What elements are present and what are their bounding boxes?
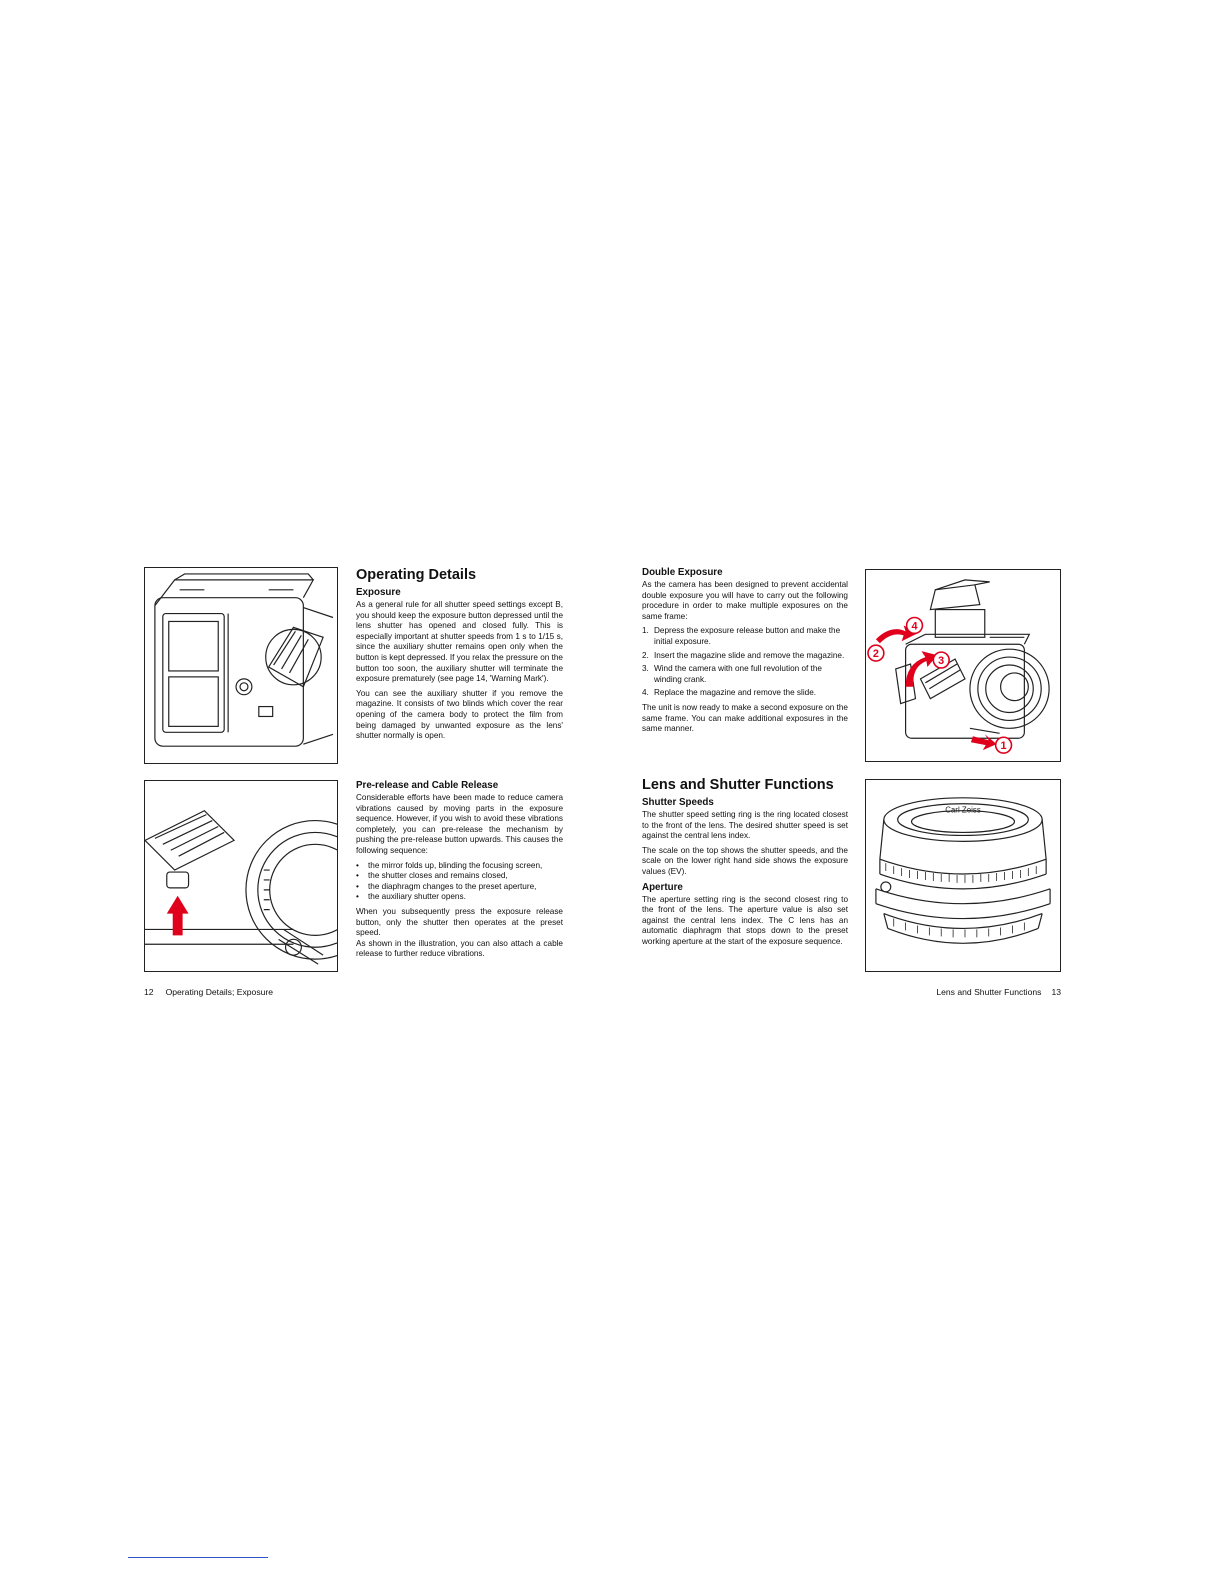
bullet-icon: • — [356, 860, 359, 870]
callout-4-label: 4 — [911, 620, 918, 633]
prerelease-paragraph-2: When you subsequently press the exposure release button, only the shutter then operates at the preset speed. — [356, 906, 563, 938]
figure-double-exposure-camera — [865, 569, 1061, 762]
figure-lens-rings — [865, 779, 1061, 972]
lens-shutter-section — [642, 777, 848, 952]
list-item: • the mirror folds up, blinding the focusing screen, — [356, 860, 543, 870]
aperture-paragraph: The aperture setting ring is the second closest ring to the front of the lens. The aperture value is also set against the central lens index. The C lens has an automatic diaphragm that stops down to the preset working aperture at the start of the exposure sequence. — [642, 894, 848, 946]
list-item: 2. Insert the magazine slide and remove the magazine. — [642, 650, 845, 660]
prerelease-paragraph-3: As shown in the illustration, you can also attach a cable release to further reduce vibrations. — [356, 938, 563, 959]
exposure-paragraph-1: As a general rule for all shutter speed settings except B, you should keep the exposure button depressed until the lens shutter has opened and closed fully. This is especially important at shutter speeds from 1 s to 1/15 s, since the auxiliary shutter remains open only when the button is kept depressed. If you relax the pressure on the button too soon, the auxiliary shutter will terminate the exposure prematurely (see page 14, 'Warning Mark'). — [356, 600, 563, 684]
double-exposure-paragraph-2: The unit is now ready to make a second exposure on the same frame. You can make additional exposures in the same manner. — [642, 702, 848, 734]
prerelease-sequence-list — [356, 861, 563, 903]
lens-shutter-title: Lens and Shutter Functions — [642, 777, 834, 793]
list-item: • the auxiliary shutter opens. — [356, 892, 466, 902]
list-item: • the shutter closes and remains closed, — [356, 871, 508, 881]
double-exposure-paragraph-1: As the camera has been designed to prevent accidental double exposure you will have to carry out the following procedure in order to make multiple exposures on the same frame: — [642, 580, 848, 621]
list-item: 3. Wind the camera with one full revolution of the winding crank. — [642, 664, 822, 684]
exposure-paragraph-2: You can see the auxiliary shutter if you remove the magazine. It consists of two blinds which cover the rear opening of the camera body to protect the film from being damaged by unwanted exposure as the lens' shutter normally is open. — [356, 688, 563, 741]
figure-prerelease-button — [144, 780, 338, 972]
double-exposure-heading: Double Exposure — [642, 567, 723, 578]
list-item: • the diaphragm changes to the preset aperture, — [356, 881, 537, 891]
exposure-heading: Exposure — [356, 587, 401, 598]
double-exposure-steps — [642, 626, 848, 699]
double-exposure-section — [642, 567, 848, 739]
left-page-footer — [144, 987, 273, 998]
shutter-speeds-heading: Shutter Speeds — [642, 797, 714, 808]
right-page-footer — [926, 987, 1061, 998]
list-item: 4. Replace the magazine and remove the slide. — [642, 688, 817, 698]
bullet-icon: • — [356, 871, 359, 881]
prerelease-heading: Pre-release and Cable Release — [356, 780, 499, 791]
page-number: 12 — [144, 987, 154, 997]
prerelease-paragraph-1: Considerable efforts have been made to reduce camera vibrations caused by moving parts in the exposure sequence. However, if you wish to avoid these vibrations completely, you can pre-release the mechanism by pushing the pre-release button upwards. This causes the following sequence: — [356, 793, 563, 855]
aperture-heading: Aperture — [642, 881, 683, 893]
running-title: Operating Details; Exposure — [165, 987, 274, 997]
bottom-rule — [128, 1557, 268, 1558]
lens-brand-engraving: Carl Zeiss — [945, 805, 981, 815]
page-number: 13 — [1051, 987, 1061, 997]
callout-2-label: 2 — [872, 648, 879, 661]
running-title: Lens and Shutter Functions — [936, 987, 1042, 997]
figure-camera-magazine — [144, 567, 338, 764]
operating-details-title: Operating Details — [356, 567, 477, 583]
prerelease-section — [356, 780, 563, 964]
shutter-speeds-paragraph-2: The scale on the top shows the shutter speeds, and the scale on the lower right hand side shows the exposure values (EV). — [642, 845, 848, 876]
shutter-speeds-paragraph-1: The shutter speed setting ring is the ring located closest to the front of the lens. The desired shutter speed is set against the central lens index. — [642, 810, 848, 841]
operating-details-section — [356, 567, 563, 746]
bullet-icon: • — [356, 892, 359, 902]
list-item: 1. Depress the exposure release button and make the initial exposure. — [642, 626, 841, 646]
bullet-icon: • — [356, 881, 359, 891]
callout-1-label: 1 — [1000, 740, 1007, 753]
callout-3-label: 3 — [938, 655, 945, 668]
